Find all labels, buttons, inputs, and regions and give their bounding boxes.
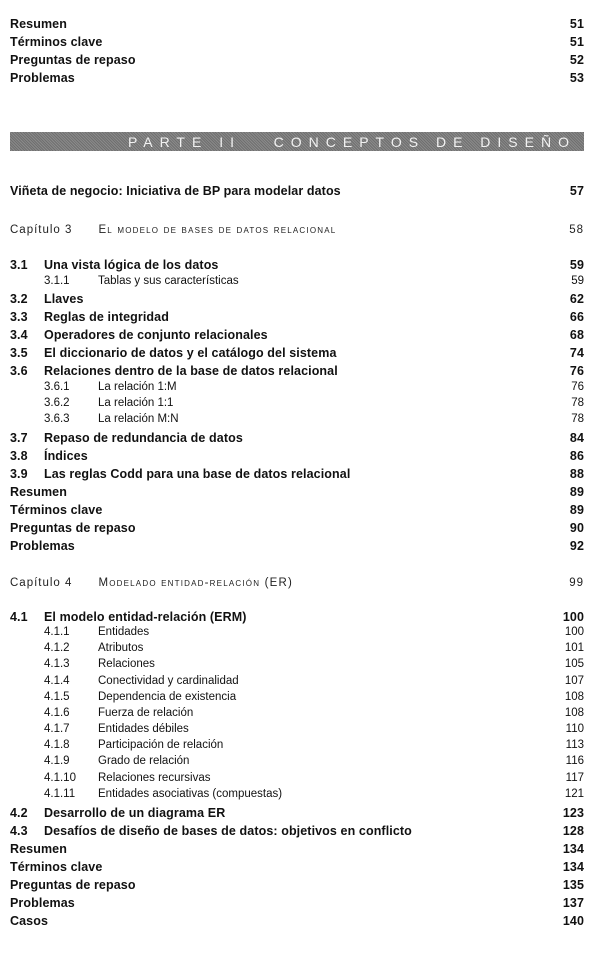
toc-title: Términos clave — [10, 35, 103, 49]
section-title: Operadores de conjunto relacionales — [44, 328, 268, 342]
subsection-number: 4.1.6 — [44, 707, 70, 719]
subsection-page: 78 — [571, 413, 584, 425]
subsection-title: Conectividad y cardinalidad — [98, 675, 239, 687]
section-number: 3.7 — [10, 431, 28, 445]
subsection-title: Relaciones recursivas — [98, 772, 211, 784]
section-title: El diccionario de datos y el catálogo del sistema — [44, 346, 337, 360]
toc-section-row — [10, 449, 584, 463]
subsection-page: 100 — [564, 626, 584, 638]
subsection-title: Participación de relación — [98, 739, 224, 751]
toc-page: 89 — [569, 503, 584, 517]
subsection-page: 108 — [564, 707, 584, 719]
subsection-title: Tablas y sus características — [98, 275, 239, 287]
section-page: 62 — [569, 292, 584, 306]
subsection-page: 101 — [564, 642, 584, 654]
section-page: 59 — [569, 258, 584, 272]
subsection-title: Entidades asociativas (compuestas) — [98, 788, 283, 800]
toc-section-row — [10, 328, 584, 342]
toc-section-row — [10, 364, 584, 378]
section-title: Índices — [44, 449, 88, 463]
subsection-title: Entidades débiles — [98, 723, 189, 735]
toc-row-summary — [10, 17, 584, 31]
toc-row-problems — [10, 896, 584, 910]
toc-row-problems — [10, 539, 584, 553]
toc-title: Términos clave — [10, 860, 103, 874]
subsection-number: 3.6.1 — [44, 381, 70, 393]
toc-title: Casos — [10, 914, 49, 928]
toc-subsection-row — [10, 381, 584, 393]
toc-row-summary — [10, 842, 584, 856]
toc-row-problems — [10, 71, 584, 85]
subsection-title: Grado de relación — [98, 755, 190, 767]
section-number: 4.2 — [10, 806, 28, 820]
section-number: 3.8 — [10, 449, 28, 463]
toc-subsection-row — [10, 275, 584, 287]
chapter-label: Capítulo 4 — [10, 577, 73, 589]
section-page: 100 — [562, 610, 584, 624]
section-number: 3.1 — [10, 258, 28, 272]
part-banner — [10, 132, 584, 151]
section-number: 3.2 — [10, 292, 28, 306]
section-title: Repaso de redundancia de datos — [44, 431, 243, 445]
section-page: 76 — [569, 364, 584, 378]
section-page: 74 — [569, 346, 584, 360]
toc-title: Problemas — [10, 539, 75, 553]
part-label: PARTE II CONCEPTOS DE DISEÑO — [127, 133, 576, 150]
chapter-name: El modelo de bases de datos relacional — [98, 224, 337, 236]
subsection-number: 4.1.10 — [44, 772, 76, 784]
toc-section-row — [10, 346, 584, 360]
subsection-page: 107 — [564, 675, 584, 687]
section-title: Desafíos de diseño de bases de datos: objetivos en conflicto — [44, 824, 412, 838]
section-number: 3.9 — [10, 467, 28, 481]
toc-page: 92 — [569, 539, 584, 553]
subsection-number: 4.1.4 — [44, 675, 70, 687]
subsection-number: 4.1.1 — [44, 626, 70, 638]
section-title: Una vista lógica de los datos — [44, 258, 219, 272]
section-number: 4.3 — [10, 824, 28, 838]
section-page: 123 — [562, 806, 584, 820]
toc-row-key-terms — [10, 35, 584, 49]
subsection-number: 4.1.8 — [44, 739, 70, 751]
section-page: 66 — [569, 310, 584, 324]
section-title: Relaciones dentro de la base de datos relacional — [44, 364, 338, 378]
toc-subsection-row — [10, 723, 584, 735]
section-page: 84 — [569, 431, 584, 445]
toc-title: Resumen — [10, 17, 67, 31]
toc-row-review-questions — [10, 878, 584, 892]
toc-title: Problemas — [10, 71, 75, 85]
subsection-title: Fuerza de relación — [98, 707, 194, 719]
subsection-page: 76 — [571, 381, 584, 393]
toc-row-review-questions — [10, 53, 584, 67]
subsection-number: 4.1.11 — [44, 788, 76, 800]
subsection-page: 110 — [565, 723, 584, 735]
section-number: 3.6 — [10, 364, 28, 378]
subsection-number: 4.1.5 — [44, 691, 70, 703]
subsection-page: 117 — [565, 772, 584, 784]
chapter-page: 58 — [569, 224, 584, 236]
toc-row-review-questions — [10, 521, 584, 535]
chapter-heading — [10, 224, 584, 236]
toc-row-summary — [10, 485, 584, 499]
toc-title: Viñeta de negocio: Iniciativa de BP para modelar datos — [10, 184, 341, 198]
toc-subsection-row — [10, 772, 584, 784]
subsection-page: 78 — [571, 397, 584, 409]
section-title: Las reglas Codd para una base de datos relacional — [44, 467, 351, 481]
toc-subsection-row — [10, 413, 584, 425]
subsection-number: 3.6.2 — [44, 397, 70, 409]
toc-section-row — [10, 258, 584, 272]
toc-page: 89 — [569, 485, 584, 499]
section-title: Llaves — [44, 292, 84, 306]
subsection-number: 3.6.3 — [44, 413, 70, 425]
toc-subsection-row — [10, 691, 584, 703]
toc-subsection-row — [10, 755, 584, 767]
subsection-page: 105 — [564, 658, 584, 670]
toc-page: 51 — [569, 35, 584, 49]
subsection-number: 4.1.3 — [44, 658, 70, 670]
toc-page: 140 — [562, 914, 584, 928]
toc-section-row — [10, 467, 584, 481]
section-page: 88 — [569, 467, 584, 481]
toc-page: 52 — [569, 53, 584, 67]
toc-title: Resumen — [10, 842, 67, 856]
toc-page: 135 — [562, 878, 584, 892]
toc-page: 51 — [569, 17, 584, 31]
toc-subsection-row — [10, 658, 584, 670]
section-number: 4.1 — [10, 610, 28, 624]
subsection-page: 116 — [565, 755, 584, 767]
subsection-title: Atributos — [98, 642, 144, 654]
toc-page: 134 — [562, 860, 584, 874]
toc-row-key-terms — [10, 860, 584, 874]
toc-subsection-row — [10, 707, 584, 719]
toc-row-key-terms — [10, 503, 584, 517]
toc-page: 53 — [569, 71, 584, 85]
chapter-name: Modelado entidad-relación (ER) — [98, 577, 294, 589]
toc-subsection-row — [10, 788, 584, 800]
toc-title: Problemas — [10, 896, 75, 910]
toc-subsection-row — [10, 626, 584, 638]
section-number: 3.5 — [10, 346, 28, 360]
subsection-page: 59 — [571, 275, 584, 287]
subsection-title: La relación 1:M — [98, 381, 177, 393]
toc-subsection-row — [10, 642, 584, 654]
subsection-title: La relación 1:1 — [98, 397, 174, 409]
section-title: Reglas de integridad — [44, 310, 169, 324]
toc-page: 134 — [562, 842, 584, 856]
toc-section-row — [10, 431, 584, 445]
toc-page: 137 — [562, 896, 584, 910]
section-title: El modelo entidad-relación (ERM) — [44, 610, 247, 624]
subsection-title: Entidades — [98, 626, 150, 638]
toc-section-row — [10, 610, 584, 624]
section-page: 86 — [569, 449, 584, 463]
subsection-title: Dependencia de existencia — [98, 691, 237, 703]
section-page: 128 — [562, 824, 584, 838]
section-number: 3.3 — [10, 310, 28, 324]
toc-title: Resumen — [10, 485, 67, 499]
toc-title: Términos clave — [10, 503, 103, 517]
toc-subsection-row — [10, 739, 584, 751]
chapter-heading — [10, 577, 584, 589]
subsection-number: 3.1.1 — [44, 275, 70, 287]
toc-section-row — [10, 310, 584, 324]
section-title: Desarrollo de un diagrama ER — [44, 806, 226, 820]
chapter-page: 99 — [569, 577, 584, 589]
subsection-page: 113 — [565, 739, 584, 751]
toc-row-cases — [10, 914, 584, 928]
toc-subsection-row — [10, 397, 584, 409]
section-page: 68 — [569, 328, 584, 342]
chapter-label: Capítulo 3 — [10, 224, 73, 236]
toc-section-row — [10, 806, 584, 820]
subsection-number: 4.1.2 — [44, 642, 70, 654]
subsection-number: 4.1.9 — [44, 755, 70, 767]
toc-title: Preguntas de repaso — [10, 878, 136, 892]
toc-row-vignette — [10, 184, 584, 198]
subsection-page: 108 — [564, 691, 584, 703]
subsection-page: 121 — [564, 788, 584, 800]
toc-subsection-row — [10, 675, 584, 687]
toc-section-row — [10, 292, 584, 306]
toc-page: 90 — [569, 521, 584, 535]
toc-title: Preguntas de repaso — [10, 521, 136, 535]
subsection-title: Relaciones — [98, 658, 155, 670]
toc-title: Preguntas de repaso — [10, 53, 136, 67]
subsection-number: 4.1.7 — [44, 723, 70, 735]
subsection-title: La relación M:N — [98, 413, 179, 425]
section-number: 3.4 — [10, 328, 28, 342]
toc-page: 57 — [569, 184, 584, 198]
toc-section-row — [10, 824, 584, 838]
